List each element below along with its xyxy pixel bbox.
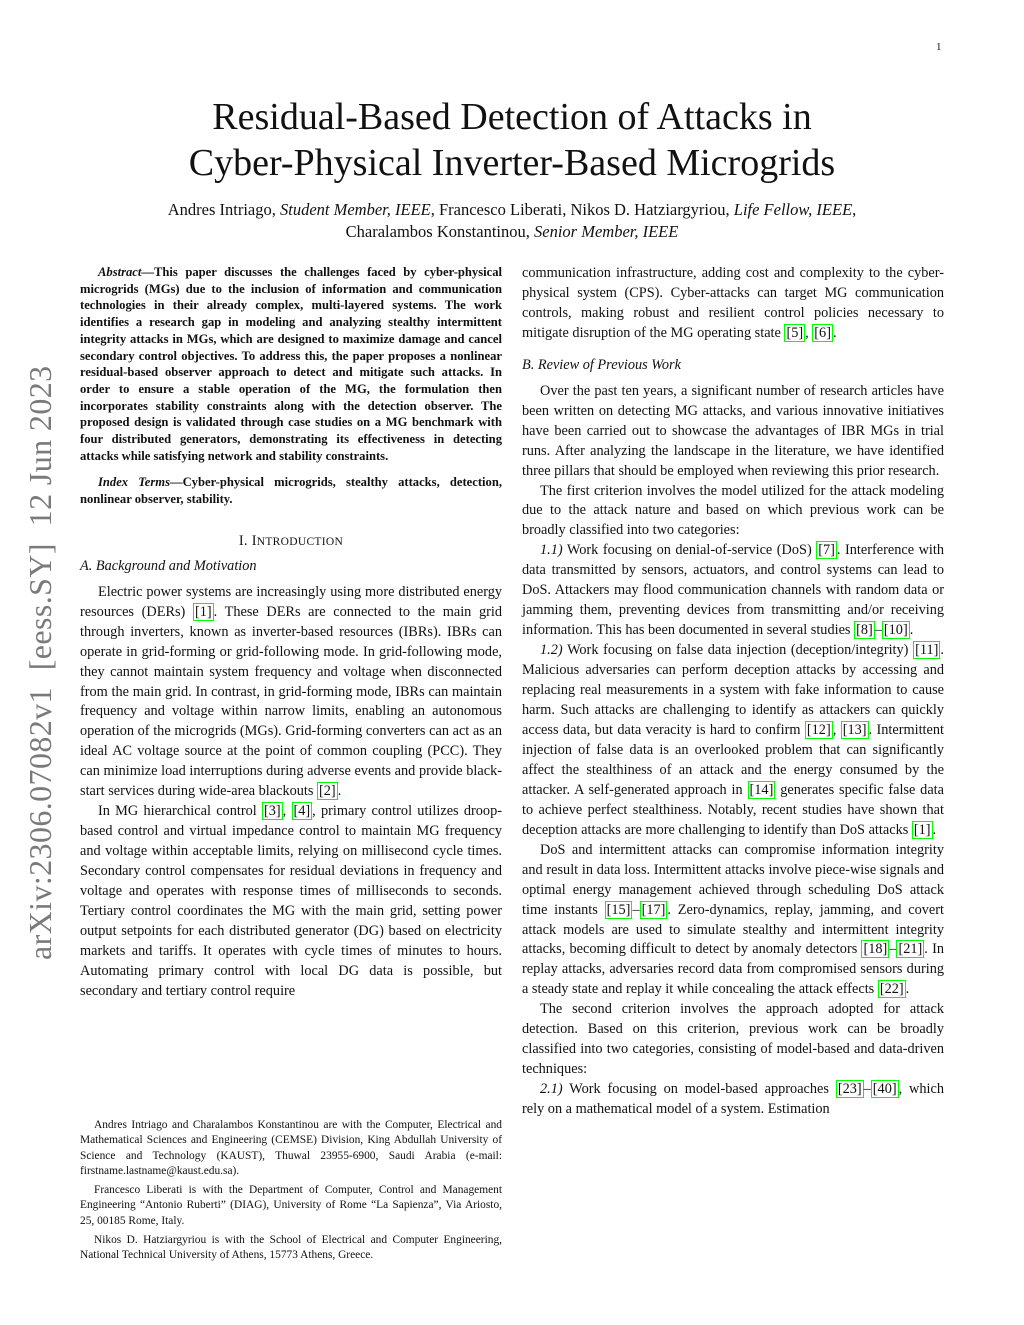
citation-link[interactable]: [11]	[915, 642, 939, 659]
text-run: –	[874, 622, 882, 639]
title-line-1: Residual-Based Detection of Attacks in	[212, 96, 812, 138]
text-run: generates specific false data to achieve perfect stealthiness. Notably, recent studies have shown that deception attacks are more challenging to identify than DoS attacks	[522, 781, 944, 838]
citation-link[interactable]: [13]	[842, 721, 867, 738]
footnote: Nikos D. Hatziargyriou is with the School of Electrical and Computer Engineering, National Technical University of Athens, 15773 Athens, Greece.	[80, 1234, 502, 1262]
author-4: Charalambos Konstantinou,	[345, 222, 530, 241]
text-run: .	[905, 981, 910, 998]
author-4-role: Senior Member, IEEE	[534, 222, 679, 241]
text-run: . In replay attacks, adversaries record data from compromised sensors during a steady state and replay it while concealing the attack effects	[522, 941, 944, 998]
paragraph	[80, 802, 502, 1002]
text-run: . Interference with data transmitted by sensors, actuators, and control systems can lead to DoS. Attackers may flood communication channels with random data or jamming them, preventing devices from transmitting and/or receiving information. This has been documented in several studies	[522, 542, 944, 639]
authors-middle: , Francesco Liberati, Nikos D. Hatziargyriou,	[430, 200, 730, 219]
text-run: –	[632, 901, 640, 918]
author-footnotes	[80, 1118, 502, 1268]
section-title-initial: I	[251, 532, 257, 549]
text-run: –	[889, 941, 897, 958]
authors-separator: ,	[852, 200, 857, 219]
arxiv-id: arXiv:2306.07082v1 [eess.SY] 12 Jun 2023	[22, 365, 58, 960]
item-label: 2.1)	[540, 1081, 563, 1098]
left-column	[80, 264, 502, 1002]
citation-link[interactable]: [21]	[898, 941, 923, 958]
citation-link[interactable]: [23]	[837, 1081, 862, 1098]
abstract	[80, 264, 502, 464]
citation-link[interactable]: [6]	[814, 324, 831, 341]
paragraph: The second criterion involves the approach adopted for attack detection. Based on this criterion, previous work can be broadly classified into two categories, consisting of model-based and data-driven techniques:	[522, 1001, 944, 1078]
section-heading-introduction	[80, 532, 502, 553]
item-label: 1.2)	[540, 642, 563, 659]
text-run: .	[932, 821, 937, 838]
text-run: . Zero-dynamics, replay, jamming, and covert attack models are used to simulate stealthy and intermittent integrity attacks, becoming difficult to detect by anomaly detectors	[522, 901, 944, 958]
abstract-text: —This paper discusses the challenges faced by cyber-physical microgrids (MGs) due to the inclusion of information and communication technologies in their already complex, multi-layered systems. The work identifies a research gap in modeling and analyzing stealthy intermittent integrity attacks in MGs, which are designed to maximize damage and cancel secondary control objectives. To address this, the paper proposes a nonlinear residual-based observer approach to detect and mitigate such attacks. In order to ensure a stable operation of the MG, the formulation then incorporates stability constraints along with the detection observer. The proposed design is validated through case studies on a MG benchmark with four distributed generators, demonstrating its effectiveness in detecting attacks while satisfying network and stability constraints.	[80, 265, 502, 463]
author-1: Andres Intriago,	[167, 200, 276, 219]
text-run: ,	[832, 721, 841, 738]
arxiv-stamp[interactable]	[8, 0, 72, 960]
authors-line-1	[100, 199, 924, 221]
citation-link[interactable]: [17]	[641, 901, 666, 918]
footnote: Andres Intriago and Charalambos Konstantinou are with the Computer, Electrical and Mathematical Sciences and Engineering (CEMSE) Division, King Abdullah University of Science and Technology (KAUST), Thuwal 23955-6900, Saudi Arabia (e-mail: firstname.lastname@kaust.edu.sa).	[80, 1119, 502, 1177]
citation-link[interactable]: [12]	[806, 721, 831, 738]
text-run: .	[337, 783, 342, 800]
text-run: . Intermittent injection of false data is an overlooked problem that can significantly affect the stealthiness of an attack and the energy consumed by the attacker. A self-generated approach in	[522, 721, 944, 798]
text-run: Work focusing on model-based approaches	[562, 1081, 836, 1098]
authors-line-2	[100, 221, 924, 243]
index-terms-label: Index Terms	[98, 475, 170, 490]
citation-link[interactable]: [7]	[818, 542, 835, 559]
citation-link[interactable]: [18]	[863, 941, 888, 958]
paragraph	[522, 1080, 944, 1120]
section-title-rest: NTRODUCTION	[256, 535, 344, 548]
citation-link[interactable]: [15]	[606, 901, 631, 918]
author-list	[100, 199, 924, 243]
footnote: Francesco Liberati is with the Department of Computer, Control and Management Engineering “Antonio Ruberti” (DIAG), University of Rome “La Sapienza”, Via Ariosto, 25, 00185 Rome, Italy.	[80, 1184, 502, 1227]
paper-title	[100, 94, 924, 186]
paragraph: The first criterion involves the model utilized for the attack modeling due to the attack nature and based on which previous work can be broadly classified into two categories:	[522, 482, 944, 539]
paragraph	[522, 841, 944, 1001]
item-label: 1.1)	[540, 542, 563, 559]
citation-link[interactable]: [5]	[786, 324, 804, 341]
citation-link[interactable]: [2]	[319, 783, 336, 800]
text-run: DoS and intermittent attacks can compromise information integrity and result in data loss. Intermittent attacks involve piece-wise signals and optimal energy management achieved through scheduling DoS attack time instants	[522, 841, 944, 918]
text-run: , which rely on a mathematical model of a system. Estimation	[522, 1081, 944, 1118]
text-run: , primary control utilizes droop-based control and virtual impedance control to maintain MG frequency and voltage within acceptable limits, relying on millisecond cycle times. Secondary control compensates for residual deviations in frequency and voltage and operates with response times of milliseconds to seconds. Tertiary control coordinates the MG with the main grid, setting power output setpoints for each distributed generator (DG) based on electricity markets and tariffs. It operates with cycle times of minutes to hours. Automating primary control with local DG data is possible, but secondary and tertiary control require	[80, 803, 502, 999]
text-run: . These DERs are connected to the main grid through inverters, known as inverter-based resources (IBRs). IBRs can operate in grid-forming or grid-following mode. In grid-following mode, they cannot maintain system frequency and voltage when disconnected from the main grid. In contrast, in grid-forming mode, IBRs can maintain frequency and voltage within narrow limits, enabling an autonomous operation of the microgrids (MGs). Grid-forming converters can act as an ideal AC voltage source at the point of common coupling (PCC). They can minimize load interruptions during adverse events and provide black-start services during wide-area blackouts	[80, 603, 502, 800]
author-1-role: Student Member, IEEE	[279, 200, 431, 219]
text-run: Work focusing on denial-of-service (DoS)	[562, 542, 817, 559]
paragraph	[80, 583, 502, 802]
text-run: In MG hierarchical control	[98, 803, 262, 820]
text-run: communication infrastructure, adding cost and complexity to the cyber-physical system (CPS). Cyber-attacks can target MG communication controls, making robust and resilient control policies necessary to mitigate disruption of the MG operating state	[522, 265, 944, 341]
citation-link[interactable]: [8]	[856, 622, 873, 639]
citation-link[interactable]: [4]	[293, 803, 311, 820]
text-run: –	[863, 1081, 871, 1098]
citation-link[interactable]: [40]	[872, 1081, 897, 1098]
text-run: ,	[282, 803, 292, 820]
paragraph	[522, 641, 944, 841]
citation-link[interactable]: [3]	[263, 803, 281, 820]
text-run: Work focusing on false data injection (deception/integrity)	[562, 642, 914, 659]
index-terms	[80, 474, 502, 507]
section-number: I.	[238, 532, 248, 549]
index-terms-text: —Cyber-physical microgrids, stealthy attacks, detection, nonlinear observer, stability.	[80, 475, 502, 507]
paragraph: Over the past ten years, a significant number of research articles have been written on detecting MG attacks, and various innovative initiatives have been carried out to showcase the advantages of IBR MGs in trial runs. After analyzing the landscape in the literature, we have identified three pillars that should be employed when reviewing this prior research.	[522, 382, 944, 479]
title-line-2: Cyber-Physical Inverter-Based Microgrids	[188, 142, 836, 184]
abstract-label: Abstract	[98, 265, 142, 279]
right-column	[522, 264, 944, 1120]
page-number: 1	[936, 41, 942, 53]
text-run: .	[909, 622, 914, 639]
text-run: ,	[805, 324, 813, 341]
text-run: Electric power systems are increasingly using more distributed energy resources (DERs)	[80, 583, 502, 620]
paragraph	[522, 264, 944, 344]
citation-link[interactable]: [22]	[879, 981, 904, 998]
citation-link[interactable]: [10]	[883, 622, 908, 639]
author-3-role: Life Fellow, IEEE	[733, 200, 853, 219]
citation-link[interactable]: [14]	[749, 781, 774, 798]
citation-link[interactable]: [1]	[194, 603, 212, 620]
paragraph	[522, 541, 944, 641]
citation-link[interactable]: [1]	[913, 821, 931, 838]
subsection-heading-b: B. Review of Previous Work	[522, 356, 681, 373]
text-run: . Malicious adversaries can perform deception attacks by accessing and replacing real measurements in a system with fake information to cause harm. Such attacks are challenging to identify as attackers can quickly access data, but data veracity is hard to confirm	[522, 642, 944, 738]
text-run: .	[832, 324, 837, 341]
subsection-heading-a: A. Background and Motivation	[80, 557, 257, 574]
